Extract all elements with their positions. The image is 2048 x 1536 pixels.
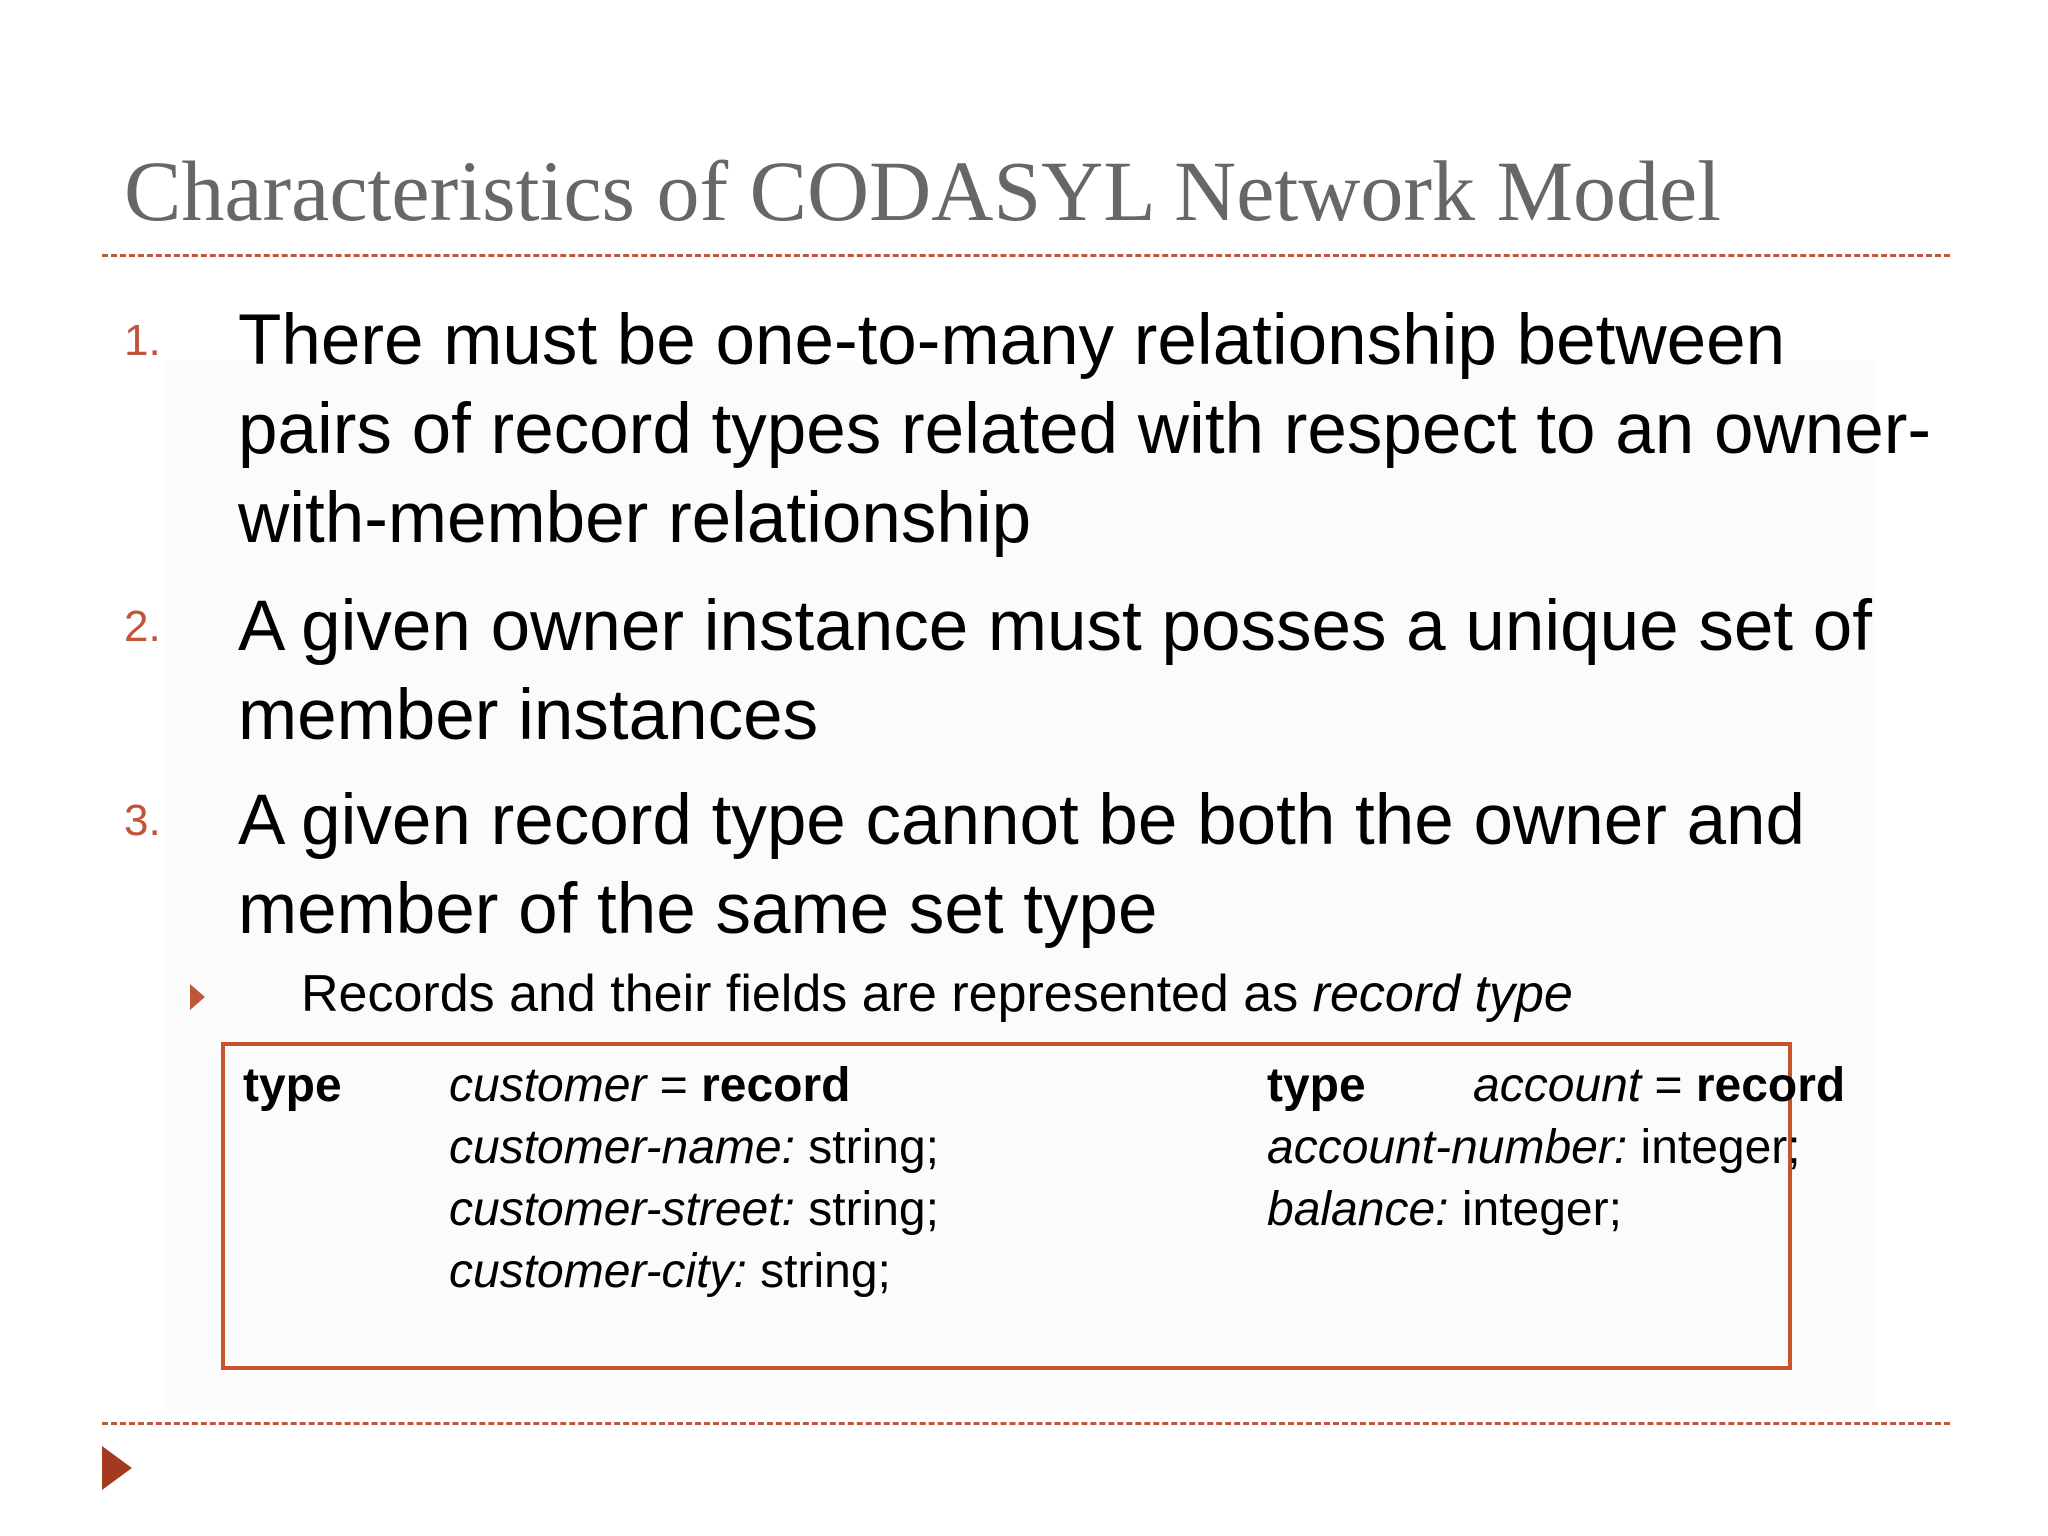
record-keyword: record [701, 1059, 851, 1112]
record-name: customer [449, 1059, 647, 1112]
sub-bullet-emphasis: record type [1312, 965, 1573, 1023]
slide-title: Characteristics of CODASYL Network Model [124, 143, 1722, 239]
type-keyword: type [1267, 1059, 1366, 1112]
record-keyword: record [1695, 1059, 1846, 1112]
list-item-text: A given record type cannot be both the owner and member of the same set type [238, 781, 1806, 949]
type-keyword: type [243, 1059, 342, 1112]
top-divider [102, 254, 1950, 257]
record-name: account [1473, 1059, 1642, 1112]
list-item-text: There must be one-to-many relationship between pairs of record types related with respect to an owner-with-member relationship [238, 301, 1931, 558]
bullet-arrow-icon [190, 984, 205, 1010]
list-number: 2. [124, 602, 161, 651]
list-number: 3. [124, 796, 161, 845]
bottom-divider [102, 1422, 1950, 1425]
field-line: balance: integer; [1267, 1183, 1622, 1236]
list-item-text: A given owner instance must posses a unique set of member instances [238, 587, 1872, 755]
sub-bullet-text: Records and their fields are represented as record type [301, 965, 1573, 1023]
field-line: customer-name: string; [449, 1121, 939, 1174]
list-number: 1. [124, 316, 161, 365]
field-line: customer-street: string; [449, 1183, 939, 1236]
triangle-arrow-icon [102, 1446, 132, 1490]
field-line: account-number: integer; [1267, 1121, 1801, 1174]
field-line: customer-city: string; [449, 1245, 891, 1298]
